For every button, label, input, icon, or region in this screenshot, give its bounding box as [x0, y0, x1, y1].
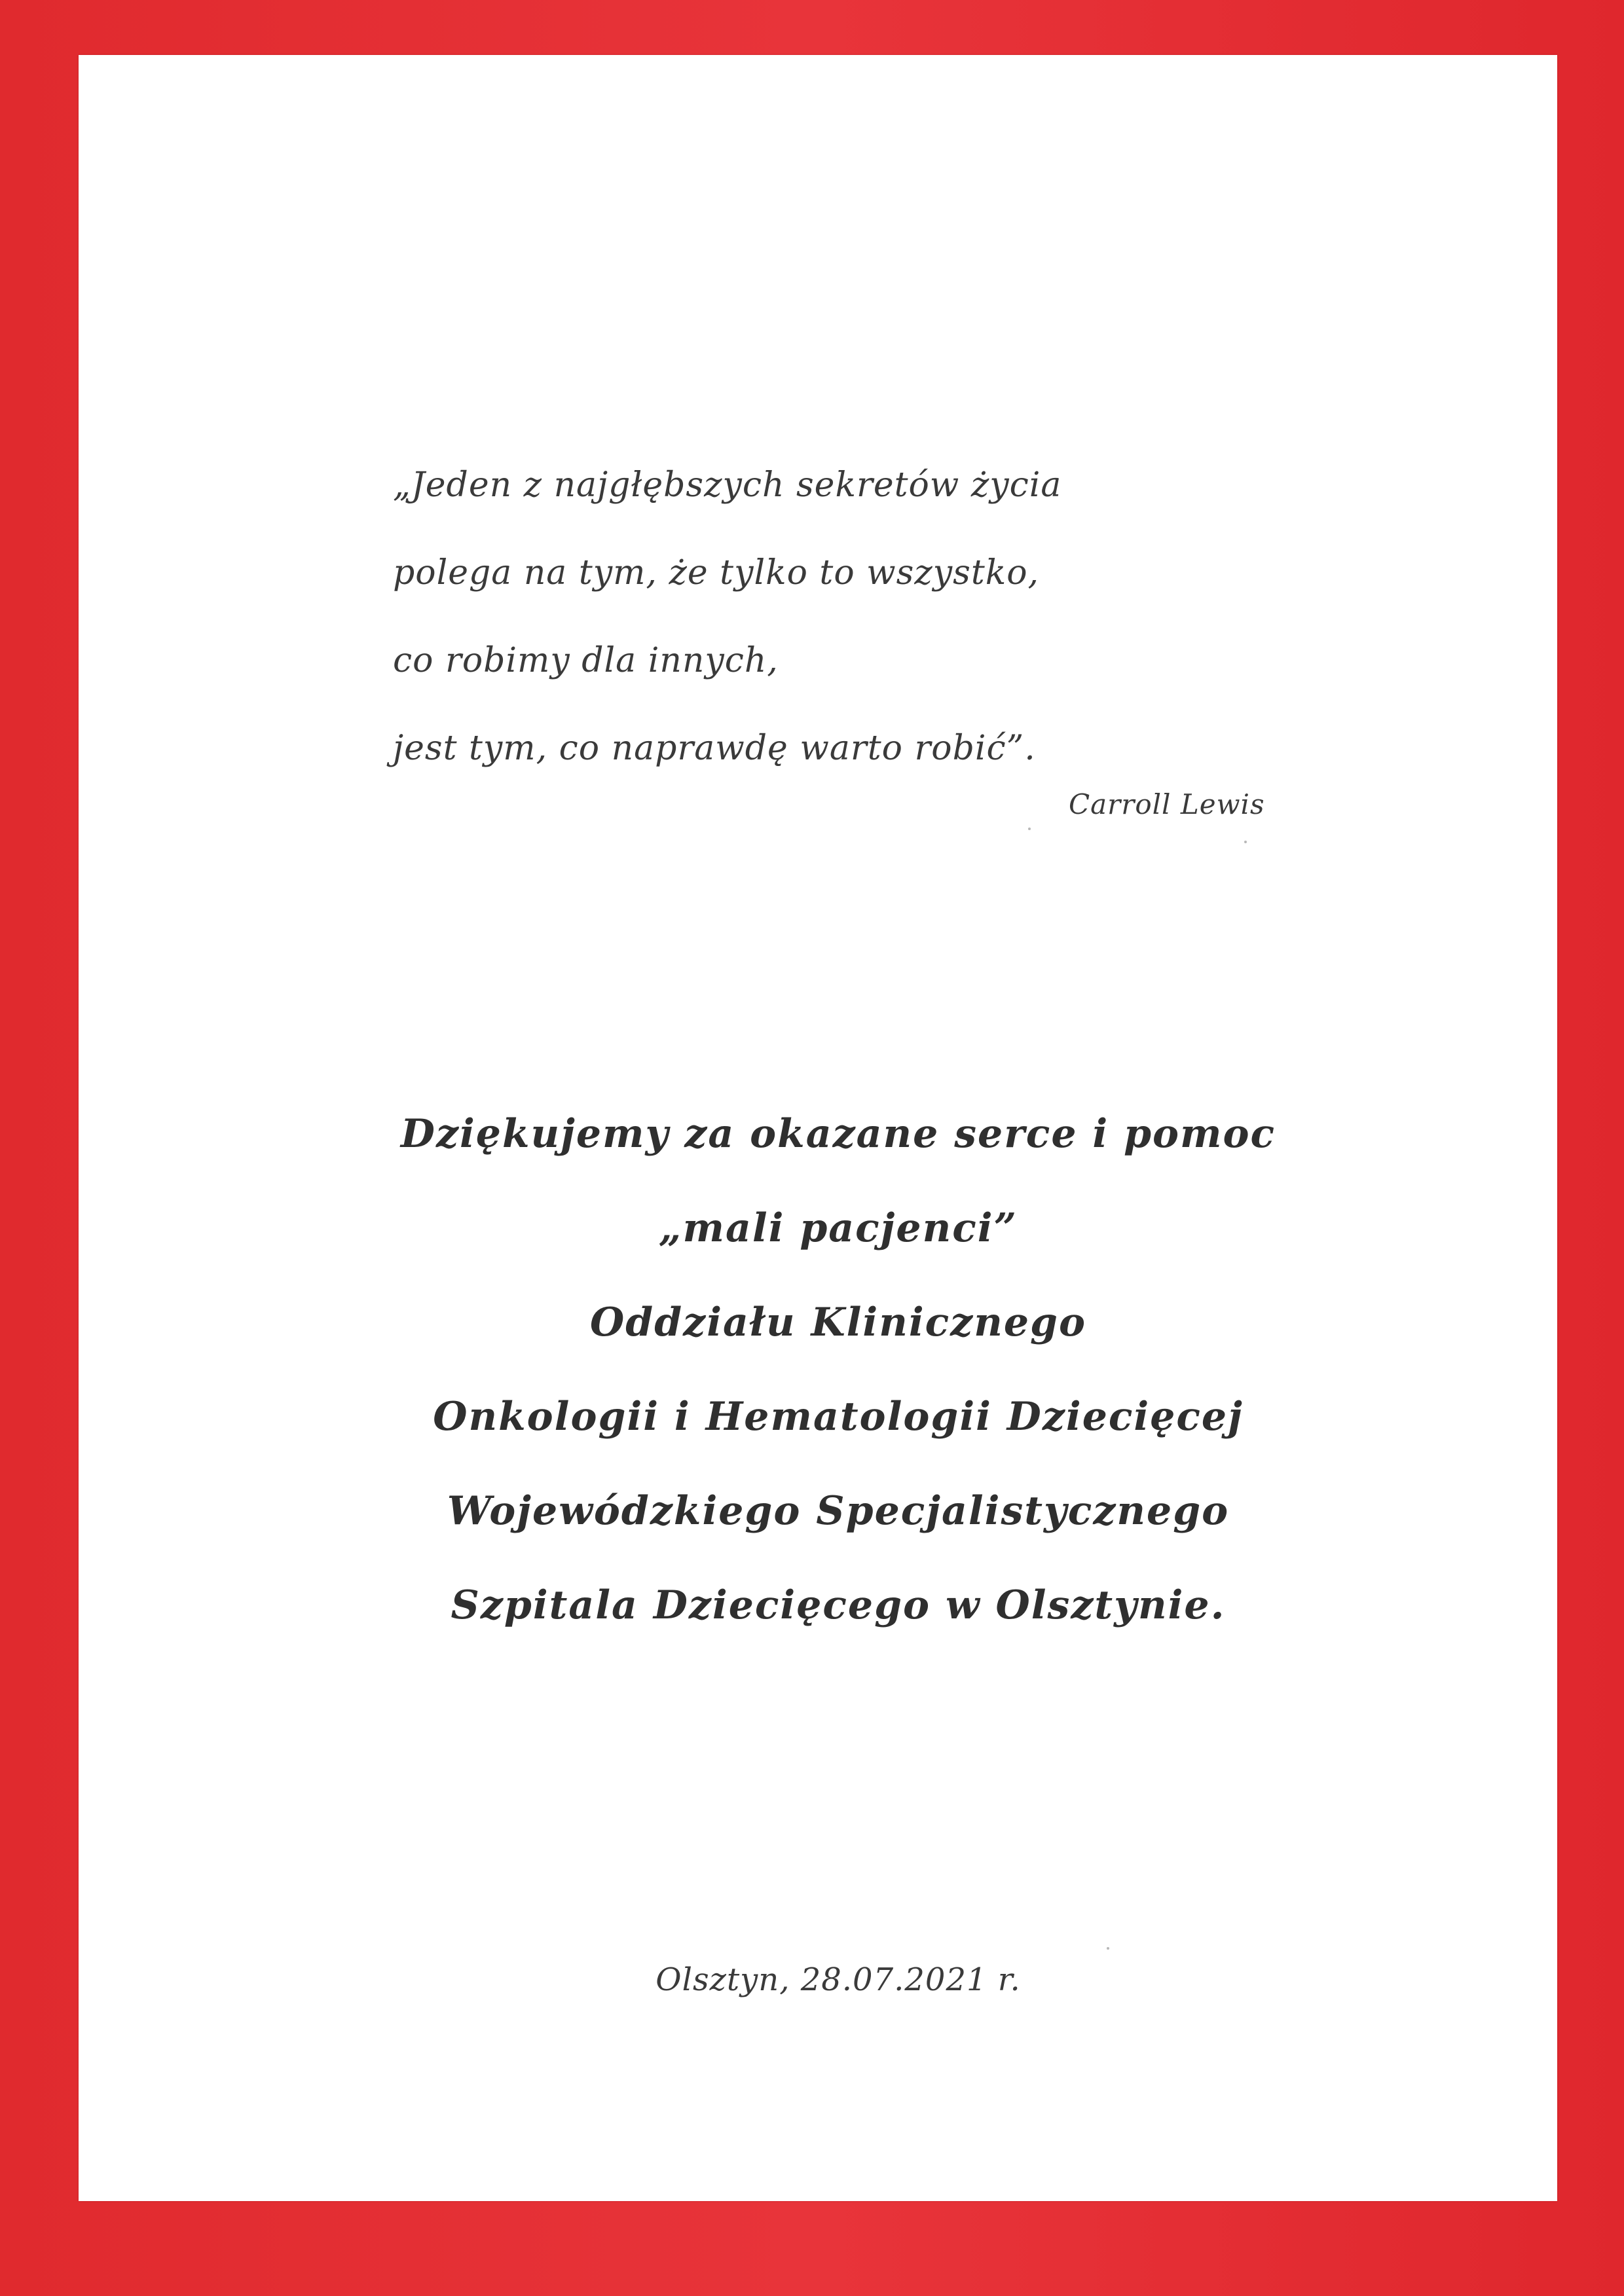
thanks-line: Onkologii i Hematologii Dziecięcej [433, 1394, 1244, 1440]
quote-line: „Jeden z najgłębszych sekretów życia [393, 465, 1062, 505]
thanks-line: Wojewódzkiego Specjalistycznego [447, 1488, 1230, 1534]
quote-line: co robimy dla innych, [393, 641, 779, 680]
scan-speck [1244, 841, 1247, 843]
thanks-line: „mali pacjenci” [658, 1205, 1018, 1251]
thanks-line: Dziękujemy za okazane serce i pomoc [400, 1111, 1276, 1157]
quote-line: polega na tym, że tylko to wszystko, [393, 553, 1040, 592]
quote-block [393, 441, 1310, 792]
quote-line: jest tym, co naprawdę warto robić”. [393, 729, 1036, 768]
place-and-date: Olsztyn, 28.07.2021 r. [655, 1961, 1021, 1998]
thanks-block [196, 1087, 1480, 1652]
scan-speck [1107, 1947, 1109, 1950]
thanks-line: Oddziału Klinicznego [589, 1300, 1087, 1345]
quote-author: Carroll Lewis [1069, 788, 1265, 820]
scan-speck [1028, 828, 1031, 830]
thanks-line: Szpitala Dziecięcego w Olsztynie. [451, 1582, 1226, 1628]
